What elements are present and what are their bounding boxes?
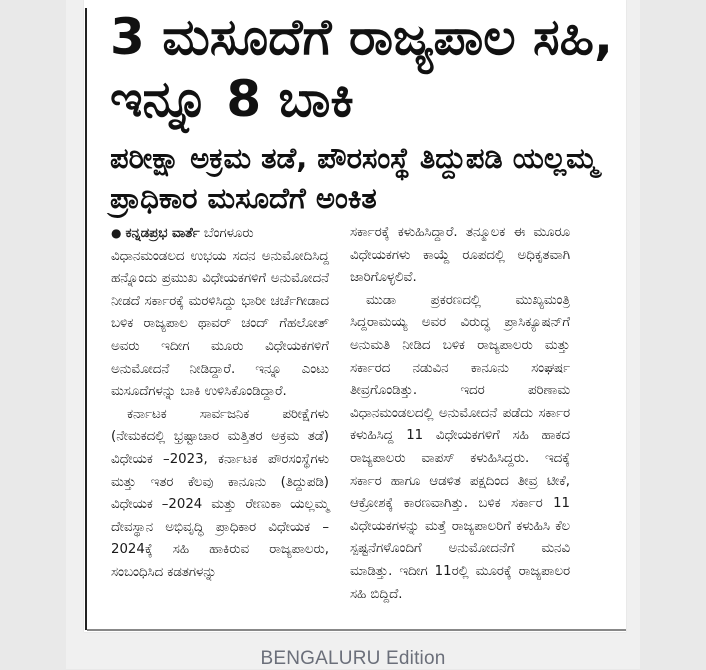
paragraph: ವಿಧಾನಮಂಡಲದ ಉಭಯ ಸದನ ಅನುಮೋದಿಸಿದ್ದ ಹನ್ನೊಂದು ಪ್ರಮುಖ ವಿಧೇಯಕಗಳಿಗೆ ಅನುಮೋದನೆ ನೀಡದೆ ಸರ್ಕಾರಕ್ಕೆ ಮರಳಿಸಿದ್ದು ಭಾರೀ ಚರ್ಚೆಗೀಡಾದ ಬಳಿಕ ರಾಜ್ಯಪಾಲ ಥಾವರ್ ಚಂದ್ ಗೆಹಲೋತ್ ಅವರು ಇದೀಗ ಮೂರು ವಿಧೇಯಕಗಳಿಗೆ ಅನುಮೋದನೆ ನೀಡಿದ್ದಾರೆ. ಇನ್ನೂ ಎಂಟು ಮಸೂದೆಗಳನ್ನು ಬಾಕಿ ಉಳಿಸಿಕೊಂಡಿದ್ದಾರೆ. [111, 248, 329, 400]
byline-brand: ಕನ್ನಡಪ್ರಭ ವಾರ್ತೆ [125, 226, 200, 241]
paragraph: ಕರ್ನಾಟಕ ಸಾರ್ವಜನಿಕ ಪರೀಕ್ಷೆಗಳು (ನೇಮಕದಲ್ಲಿ ಭ್ರಷ್ಟಾಚಾರ ಮತ್ತಿತರ ಅಕ್ರಮ ತಡೆ) ವಿಧೇಯಕ –2023, ಕರ್ನಾಟಕ ಪೌರಸಂಸ್ಥೆಗಳು ಮತ್ತು ಇತರ ಕೆಲವು ಕಾನೂನು (ತಿದ್ದುಪಡಿ) ವಿಧೇಯಕ –2024 ಮತ್ತು ರೇಣುಕಾ ಯಲ್ಲಮ್ಮ ದೇವಸ್ಥಾನ ಅಭಿವೃದ್ಧಿ ಪ್ರಾಧಿಕಾರ ವಿಧೇಯಕ –2024ಕ್ಕೆ ಸಹಿ ಹಾಕಿರುವ ರಾಜ್ಯಪಾಲರು, ಸಂಬಂಧಿಸಿದ ಕಡತಗಳನ್ನು [111, 406, 329, 580]
left-border-rule [85, 8, 87, 630]
newspaper-clipping[interactable] [84, 0, 626, 632]
paragraph: ಮುಡಾ ಪ್ರಕರಣದಲ್ಲಿ ಮುಖ್ಯಮಂತ್ರಿ ಸಿದ್ದರಾಮಯ್ಯ ಅವರ ವಿರುದ್ಧ ಪ್ರಾಸಿಕ್ಯೂಷನ್‌ಗೆ ಅನುಮತಿ ನೀಡಿದ ಬಳಿಕ ರಾಜ್ಯಪಾಲರು ಮತ್ತು ಸರ್ಕಾರದ ನಡುವಿನ ಕಾನೂನು ಸಂಘರ್ಷ ತೀವ್ರಗೊಂಡಿತ್ತು. ಇದರ ಪರಿಣಾಮ ವಿಧಾನಮಂಡಲದಲ್ಲಿ ಅನುಮೋದನೆ ಪಡೆದು ಸರ್ಕಾರ ಕಳುಹಿಸಿದ್ದ 11 ವಿಧೇಯಕಗಳಿಗೆ ಸಹಿ ಹಾಕದ ರಾಜ್ಯಪಾಲರು ವಾಪಸ್ ಕಳುಹಿಸಿದ್ದರು. ಇದಕ್ಕೆ ಸರ್ಕಾರ ಹಾಗೂ ಆಡಳಿತ ಪಕ್ಷದಿಂದ ತೀವ್ರ ಟೀಕೆ, ಆಕ್ರೋಶಕ್ಕೆ ಕಾರಣವಾಗಿತ್ತು. ಬಳಿಕ ಸರ್ಕಾರ 11 ವಿಧೇಯಕಗಳನ್ನು ಮತ್ತೆ ರಾಜ್ಯಪಾಲರಿಗೆ ಕಳುಹಿಸಿ ಕೆಲ ಸ್ಪಷ್ಟನೆಗಳೊಂದಿಗೆ ಅನುಮೋದನೆಗೆ ಮನವಿ ಮಾಡಿತ್ತು. ಇದೀಗ 11ರಲ್ಲಿ ಮೂರಕ್ಕೆ ರಾಜ್ಯಪಾಲರ ಸಹಿ ಬಿದ್ದಿದೆ. [350, 292, 570, 602]
edition-label: BENGALURU Edition [260, 648, 446, 669]
article-headline: 3 ಮಸೂದೆಗೆ ರಾಜ್ಯಪಾಲ ಸಹಿ, ಇನ್ನೂ 8 ಬಾಕಿ [110, 8, 613, 128]
byline [111, 222, 329, 246]
article-subheadline: ಪರೀಕ್ಷಾ ಅಕ್ರಮ ತಡೆ, ಪೌರಸಂಸ್ಥೆ ತಿದ್ದುಪಡಿ ಯಲ್ಲಮ್ಮ ಪ್ರಾಧಿಕಾರ ಮಸೂದೆಗೆ ಅಂಕಿತ [110, 141, 598, 215]
paragraph: ಸರ್ಕಾರಕ್ಕೆ ಕಳುಹಿಸಿದ್ದಾರೆ. ತನ್ಮೂಲಕ ಈ ಮೂರೂ ವಿಧೇಯಕಗಳು ಕಾಯ್ದೆ ರೂಪದಲ್ಲಿ ಅಧಿಕೃತವಾಗಿ ಜಾರಿಗೊಳ್ಳಲಿವೆ. [350, 225, 570, 286]
article-column-right [350, 222, 570, 606]
bottom-border-rule [87, 629, 626, 631]
byline-place: ಬೆಂಗಳೂರು [199, 226, 254, 241]
byline-bullet-icon: ● [111, 226, 122, 240]
article-column-left [111, 222, 329, 585]
